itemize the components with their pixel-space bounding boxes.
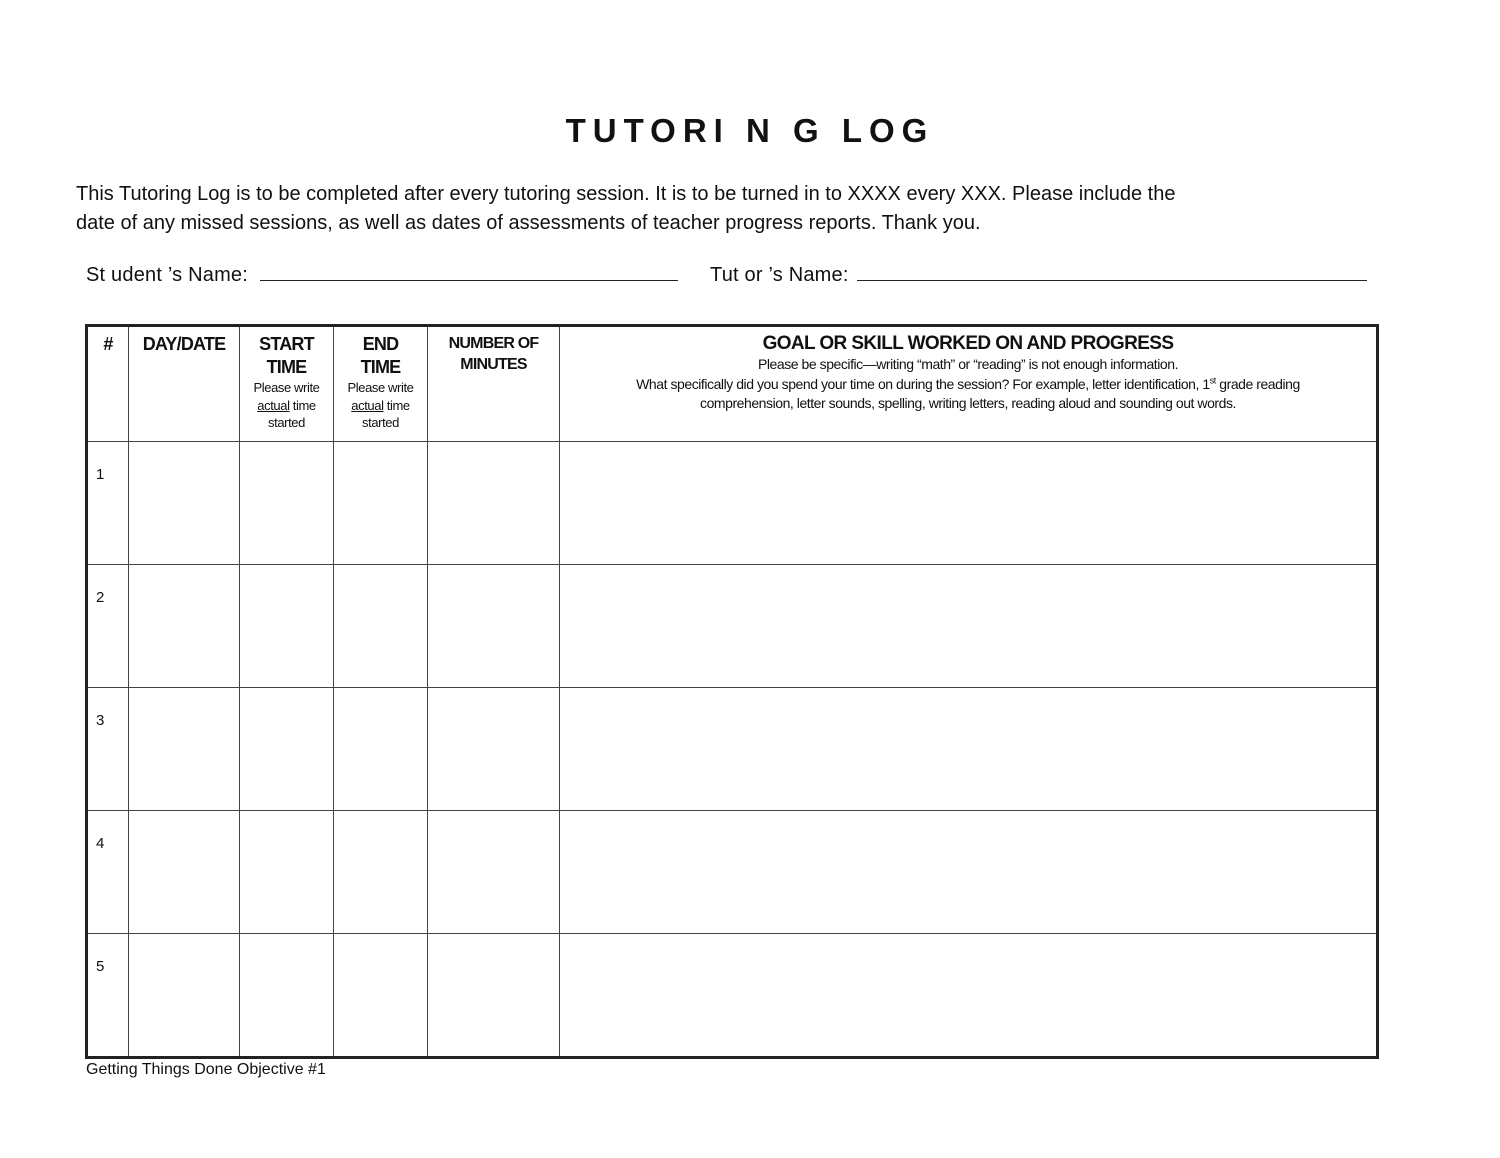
- intro-line-2: date of any missed sessions, as well as dates of assessments of teacher progress reports. Thank you.: [76, 212, 981, 234]
- row-number: 1: [87, 442, 129, 565]
- minutes-cell[interactable]: [428, 934, 560, 1058]
- goal-header-title: GOAL OR SKILL WORKED ON AND PROGRESS: [762, 333, 1174, 354]
- page-title: TUTORI N G LOG: [565, 112, 935, 149]
- student-name-label: St udent ’s Name:: [86, 264, 249, 286]
- minutes-cell[interactable]: [428, 565, 560, 688]
- header-goal-skill: [560, 326, 1378, 442]
- goal-cell[interactable]: [560, 688, 1378, 811]
- end-time-cell[interactable]: [334, 688, 428, 811]
- header-end-time: END TIME Please write actual time started: [334, 326, 428, 442]
- header-day-date: DAY/DATE: [129, 326, 240, 442]
- row-number: 4: [87, 811, 129, 934]
- day-date-cell[interactable]: [129, 688, 240, 811]
- tutoring-log-table: [85, 324, 1379, 1059]
- intro-paragraph: [76, 180, 1376, 238]
- header-start-time: START TIME Please write actual time started: [240, 326, 334, 442]
- table-row: [87, 442, 1378, 565]
- table-row: [87, 811, 1378, 934]
- minutes-cell[interactable]: [428, 688, 560, 811]
- day-date-cell[interactable]: [129, 811, 240, 934]
- goal-cell[interactable]: [560, 565, 1378, 688]
- start-time-cell[interactable]: [240, 934, 334, 1058]
- end-time-cell[interactable]: [334, 934, 428, 1058]
- goal-cell[interactable]: [560, 811, 1378, 934]
- start-time-cell[interactable]: [240, 811, 334, 934]
- header-num: #: [87, 326, 129, 442]
- goal-cell[interactable]: [560, 934, 1378, 1058]
- start-time-cell[interactable]: [240, 565, 334, 688]
- day-date-cell[interactable]: [129, 565, 240, 688]
- end-time-note: Please write actual time started: [347, 380, 414, 430]
- footer-note: Getting Things Done Objective #1: [86, 1061, 326, 1078]
- row-number: 5: [87, 934, 129, 1058]
- day-date-cell[interactable]: [129, 934, 240, 1058]
- row-number: 3: [87, 688, 129, 811]
- minutes-cell[interactable]: [428, 811, 560, 934]
- day-date-cell[interactable]: [129, 442, 240, 565]
- student-name-field[interactable]: [260, 262, 678, 281]
- table-row: [87, 688, 1378, 811]
- end-time-cell[interactable]: [334, 442, 428, 565]
- tutor-name-label: Tut or ’s Name:: [710, 264, 849, 286]
- start-time-note: Please write actual time started: [253, 380, 320, 430]
- goal-header-description: Please be specific—writing “math” or “reading” is not enough information. What specifically did you spend your time on during the session? For example, letter identification, 1st grade reading comprehension, letter sounds, spelling, writing letters, reading aloud and sounding out words.: [636, 356, 1300, 411]
- start-time-cell[interactable]: [240, 442, 334, 565]
- table-row: [87, 565, 1378, 688]
- tutor-name-field[interactable]: [857, 262, 1367, 281]
- table-row: [87, 934, 1378, 1058]
- end-time-cell[interactable]: [334, 811, 428, 934]
- table-header-row: [87, 326, 1378, 442]
- intro-line-1: This Tutoring Log is to be completed after every tutoring session. It is to be turned in to XXXX every XXX. Please include the: [76, 183, 1176, 205]
- start-time-cell[interactable]: [240, 688, 334, 811]
- minutes-cell[interactable]: [428, 442, 560, 565]
- row-number: 2: [87, 565, 129, 688]
- header-number-of-minutes: NUMBER OF MINUTES: [428, 326, 560, 442]
- end-time-cell[interactable]: [334, 565, 428, 688]
- names-row: [86, 262, 1386, 287]
- goal-cell[interactable]: [560, 442, 1378, 565]
